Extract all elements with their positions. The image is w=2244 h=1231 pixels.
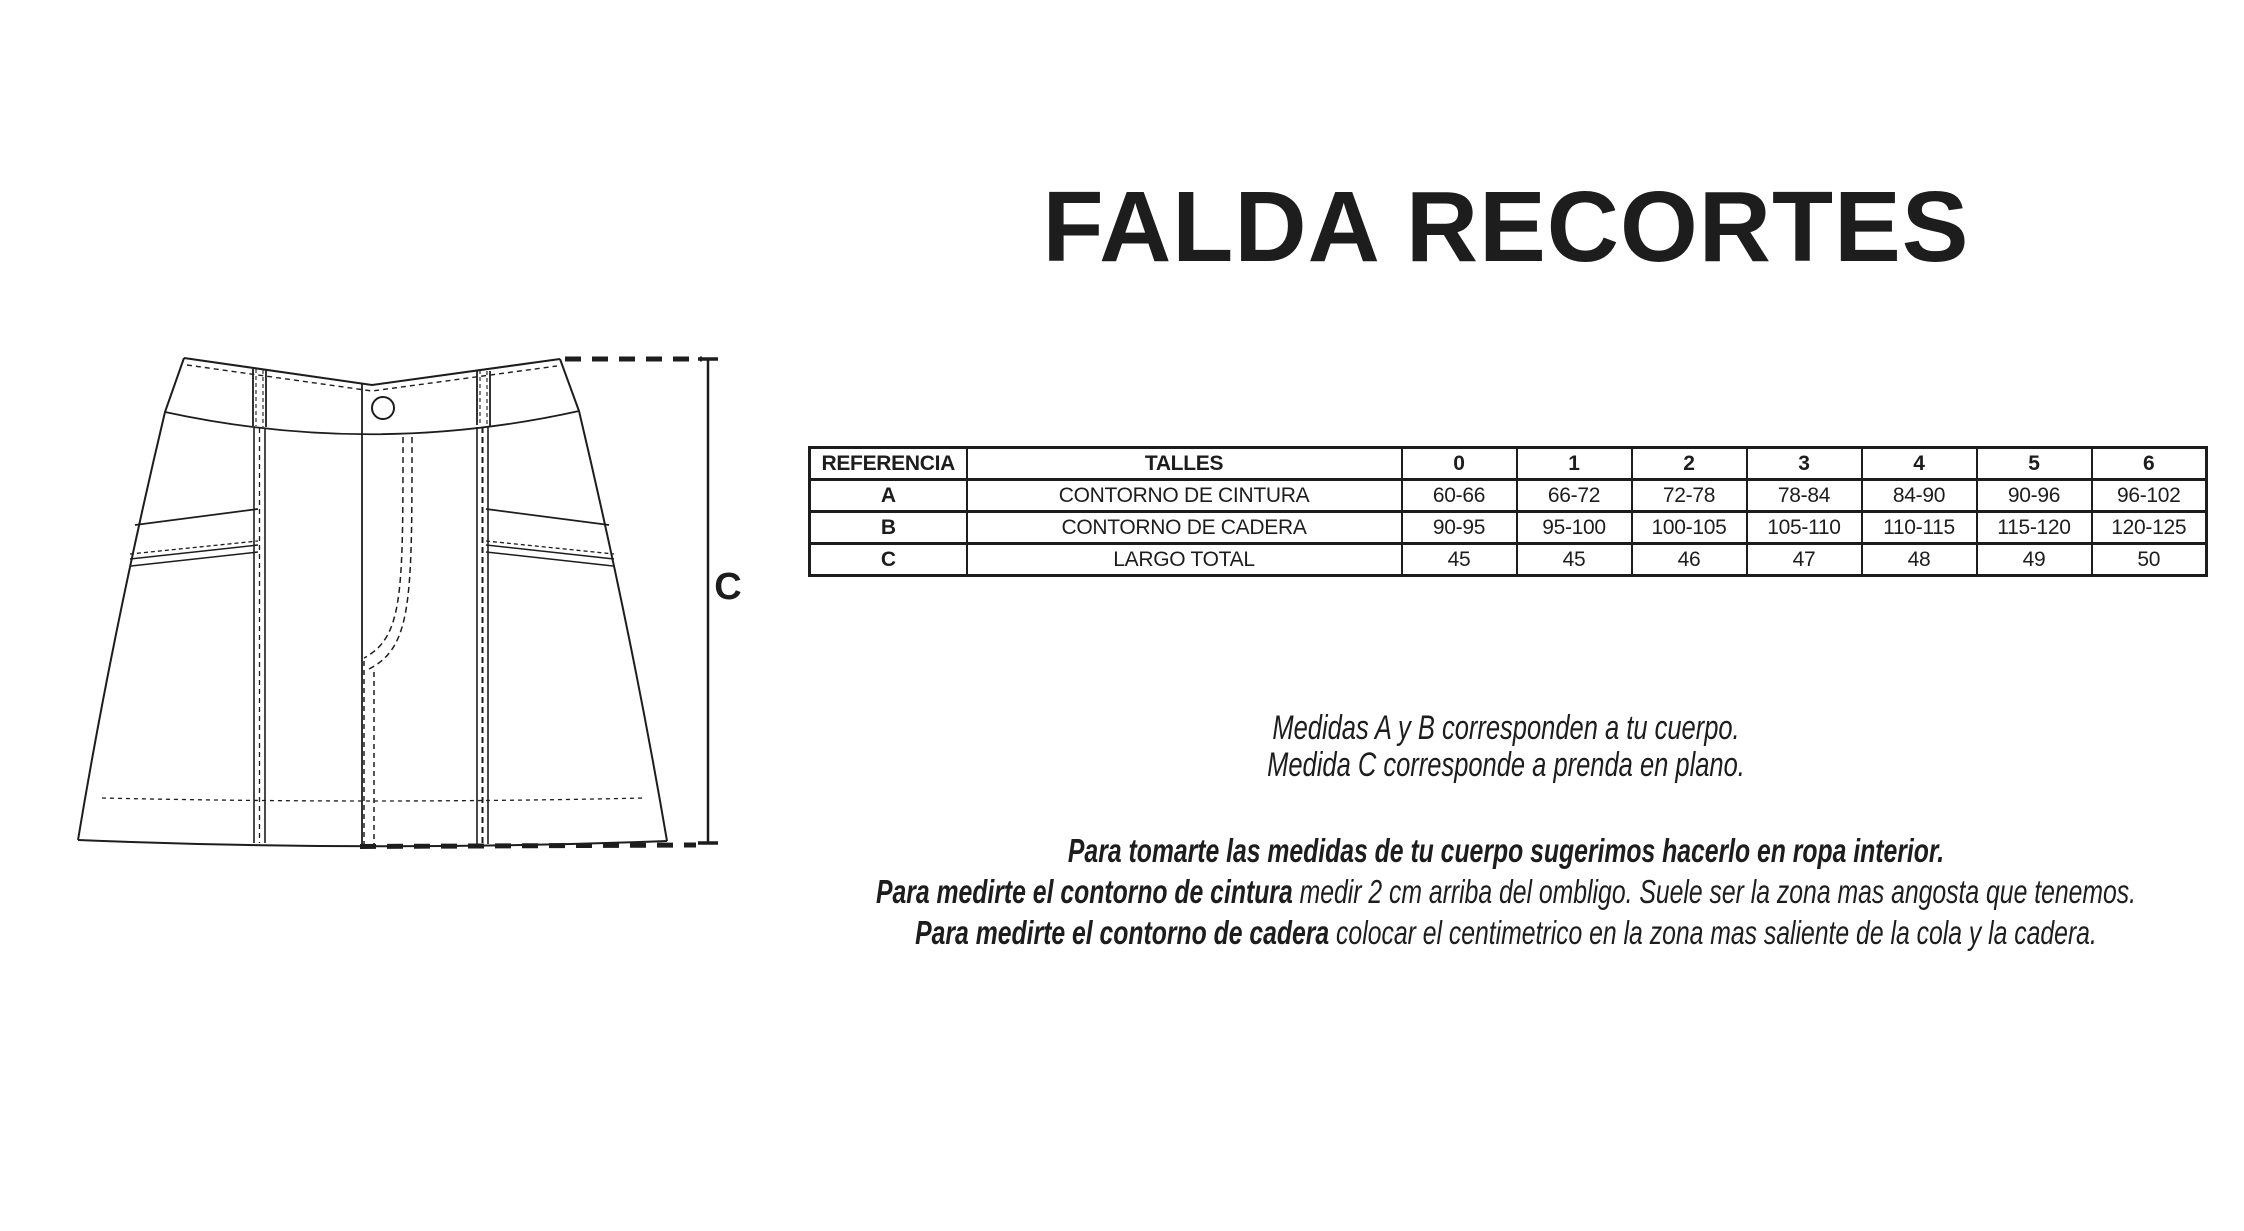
left-panel-seam bbox=[254, 428, 265, 843]
instruction-line-3-bold: Para medirte el contorno de cadera bbox=[915, 914, 1330, 951]
size-column-header: 3 bbox=[1747, 448, 1862, 480]
measure-value-cell: 47 bbox=[1747, 544, 1862, 576]
note-line-2: Medida C corresponde a prenda en plano. bbox=[1267, 746, 1745, 784]
instruction-line-1 bbox=[771, 830, 2241, 871]
measure-value-cell: 49 bbox=[1977, 544, 2092, 576]
instruction-line-3-rest: colocar el centimetrico en la zona mas saliente de la cola y la cadera. bbox=[1329, 914, 2097, 951]
reference-cell: B bbox=[810, 512, 967, 544]
size-column-header: 4 bbox=[1862, 448, 1977, 480]
measure-value-cell: 66-72 bbox=[1517, 480, 1632, 512]
size-column-header: 6 bbox=[2092, 448, 2207, 480]
instruction-line-3 bbox=[771, 912, 2241, 953]
left-side-seam bbox=[78, 358, 184, 840]
measure-label-cell: LARGO TOTAL bbox=[967, 544, 1402, 576]
size-table bbox=[808, 446, 2208, 577]
measure-label-cell: CONTORNO DE CINTURA bbox=[967, 480, 1402, 512]
measure-value-cell: 96-102 bbox=[2092, 480, 2207, 512]
measure-value-cell: 120-125 bbox=[2092, 512, 2207, 544]
right-pocket bbox=[486, 509, 614, 566]
size-column-header: 0 bbox=[1402, 448, 1517, 480]
measure-value-cell: 115-120 bbox=[1977, 512, 2092, 544]
instruction-line-2 bbox=[771, 871, 2241, 912]
reference-cell: C bbox=[810, 544, 967, 576]
dimension-label-c: C bbox=[714, 566, 742, 608]
measurement-instructions bbox=[771, 830, 2241, 953]
measure-value-cell: 46 bbox=[1632, 544, 1747, 576]
measurement-notes bbox=[906, 710, 2106, 784]
size-table-body bbox=[810, 480, 2207, 576]
measure-value-cell: 100-105 bbox=[1632, 512, 1747, 544]
measure-value-cell: 90-95 bbox=[1402, 512, 1517, 544]
measure-value-cell: 45 bbox=[1402, 544, 1517, 576]
fly-j-stitch bbox=[364, 437, 412, 669]
measure-value-cell: 110-115 bbox=[1862, 512, 1977, 544]
measure-value-cell: 72-78 bbox=[1632, 480, 1747, 512]
size-column-header: 2 bbox=[1632, 448, 1747, 480]
measure-value-cell: 78-84 bbox=[1747, 480, 1862, 512]
dimension-line-c bbox=[360, 359, 718, 847]
instruction-line-1-bold: Para tomarte las medidas de tu cuerpo sugerimos hacerlo en ropa interior. bbox=[1067, 832, 1945, 869]
measure-value-cell: 84-90 bbox=[1862, 480, 1977, 512]
center-front-stitch bbox=[364, 661, 374, 845]
size-column-header: 5 bbox=[1977, 448, 2092, 480]
instruction-line-2-bold: Para medirte el contorno de cintura bbox=[875, 873, 1293, 910]
measure-value-cell: 105-110 bbox=[1747, 512, 1862, 544]
measure-value-cell: 45 bbox=[1517, 544, 1632, 576]
right-panel-seam bbox=[477, 427, 488, 844]
size-table-header-row bbox=[810, 448, 2207, 480]
measure-label-cell: CONTORNO DE CADERA bbox=[967, 512, 1402, 544]
column-header: TALLES bbox=[967, 448, 1402, 480]
measure-value-cell: 95-100 bbox=[1517, 512, 1632, 544]
column-header: REFERENCIA bbox=[810, 448, 967, 480]
right-belt-loop bbox=[477, 370, 490, 426]
content-column bbox=[768, 0, 2244, 1231]
skirt-technical-drawing bbox=[60, 345, 760, 860]
measure-value-cell: 50 bbox=[2092, 544, 2207, 576]
left-belt-loop bbox=[253, 369, 266, 427]
left-pocket bbox=[130, 509, 258, 566]
instruction-line-2-rest: medir 2 cm arriba del ombligo. Suele ser la zona mas angosta que tenemos. bbox=[1292, 873, 2137, 910]
note-line-1: Medidas A y B corresponden a tu cuerpo. bbox=[1272, 709, 1740, 747]
reference-cell: A bbox=[810, 480, 967, 512]
measure-value-cell: 48 bbox=[1862, 544, 1977, 576]
table-row bbox=[810, 512, 2207, 544]
measure-value-cell: 90-96 bbox=[1977, 480, 2092, 512]
size-column-header: 1 bbox=[1517, 448, 1632, 480]
waistband-top-stitch bbox=[187, 365, 557, 391]
page-title: FALDA RECORTES bbox=[1042, 171, 1970, 283]
measure-value-cell: 60-66 bbox=[1402, 480, 1517, 512]
table-row bbox=[810, 480, 2207, 512]
button-icon bbox=[372, 397, 394, 419]
right-side-seam bbox=[560, 359, 667, 841]
waistband-top-edge bbox=[184, 358, 560, 385]
table-row bbox=[810, 544, 2207, 576]
waistband-bottom-edge bbox=[165, 411, 579, 434]
